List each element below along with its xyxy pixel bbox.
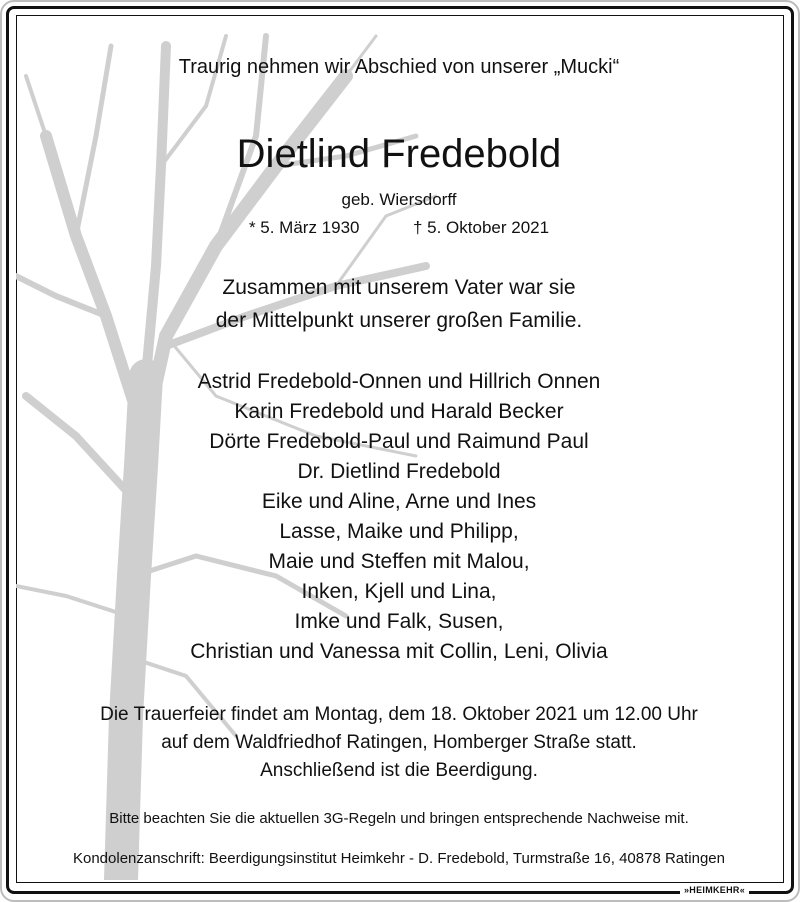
- ceremony-line: auf dem Waldfriedhof Ratingen, Homberger Straße statt.: [161, 732, 637, 753]
- family-member: Dr. Dietlind Fredebold: [297, 460, 501, 483]
- ceremony-line: Anschließend ist die Beerdigung.: [260, 760, 538, 781]
- condolence-address: Kondolenzanschrift: Beerdigungsinstitut Heimkehr - D. Fredebold, Turmstraße 16, 40878 Ratingen: [72, 850, 725, 867]
- family-member: Maie und Steffen mit Malou,: [268, 550, 530, 573]
- family-member: Christian und Vanessa mit Collin, Leni, Olivia: [190, 640, 608, 663]
- family-member: Astrid Fredebold-Onnen und Hillrich Onnen: [197, 370, 601, 393]
- family-member: Lasse, Maike und Philipp,: [279, 520, 519, 543]
- family-member: Eike und Aline, Arne und Ines: [261, 490, 537, 513]
- deceased-name: Dietlind Fredebold: [236, 132, 562, 176]
- intro-text: Traurig nehmen wir Abschied von unserer „Mucki“: [178, 56, 620, 78]
- maiden-name: geb. Wiersdorff: [341, 190, 457, 209]
- death-date: † 5. Oktober 2021: [412, 218, 550, 237]
- family-member: Imke und Falk, Susen,: [294, 610, 504, 633]
- life-dates: [16, 218, 782, 238]
- tribute-line: Zusammen mit unserem Vater war sie: [222, 276, 576, 299]
- covid-notice: Bitte beachten Sie die aktuellen 3G-Regeln und bringen entsprechende Nachweise mit.: [109, 810, 689, 827]
- family-member: Dörte Fredebold-Paul und Raimund Paul: [209, 430, 589, 453]
- family-member: Inken, Kjell und Lina,: [301, 580, 497, 603]
- publisher-brand: »HEIMKEHR«: [680, 885, 749, 895]
- birth-date: * 5. März 1930: [248, 218, 360, 237]
- family-member: Karin Fredebold und Harald Becker: [234, 400, 564, 423]
- tribute-line: der Mittelpunkt unserer großen Familie.: [215, 309, 583, 332]
- ceremony-line: Die Trauerfeier findet am Montag, dem 18. Oktober 2021 um 12.00 Uhr: [100, 704, 698, 725]
